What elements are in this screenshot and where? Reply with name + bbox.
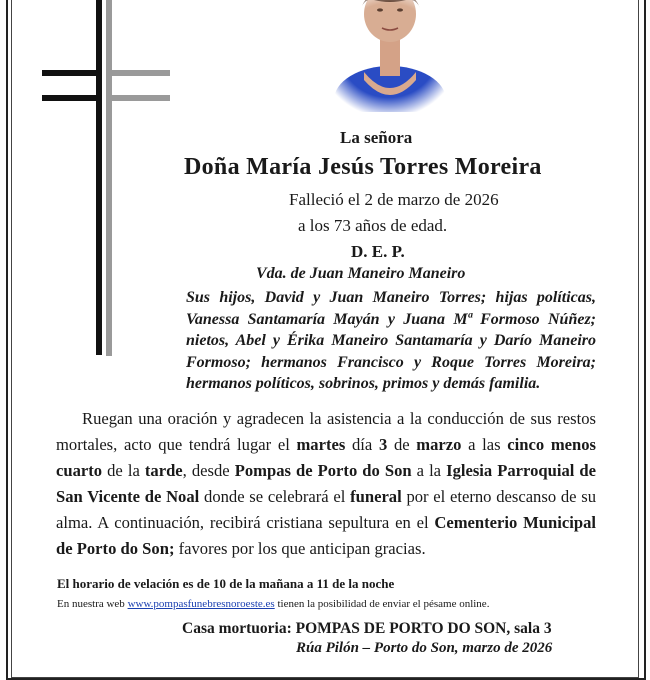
website-link[interactable]: www.pompasfunebresnoroeste.es	[127, 598, 275, 610]
family-paragraph: Sus hijos, David y Juan Maneiro Torres; hijas políticas, Vanessa Santamaría Mayán y Juana Mª Formoso Núñez; nietos, Abel y Érika Maneiro Santamaría y Darío Maneiro Formoso; hermanos Francisco y Roque Torres Moreira; hermanos políticos, sobrinos, primos y demás familia.	[186, 289, 596, 392]
intro-text: La señora	[340, 128, 413, 147]
vigil-hours: El horario de velación es de 10 de la mañana a 11 de la noche	[57, 576, 395, 591]
age-text: a los 73 años de edad.	[298, 216, 448, 235]
portrait-photo	[330, 0, 448, 112]
web-condolence-line: En nuestra web www.pompasfunebresnoroeste.es tienen la posibilidad de enviar el pésame online.	[57, 598, 490, 610]
funeral-home: Casa mortuoria: POMPAS DE PORTO DO SON, sala 3	[182, 620, 552, 637]
cross-icon	[38, 0, 178, 370]
ceremony-notice: Ruegan una oración y agradecen la asistencia a la conducción de sus restos mortales, acto que tendrá lugar el martes día 3 de marzo a las cinco menos cuarto de la tarde, desde Pompas de Porto do Son a la Iglesia Parroquial de San Vicente de Noal donde se celebrará el funeral por el eterno descanso de su alma. A continuación, recibirá cristiana sepultura en el Cementerio Municipal de Porto do Son; favores por los que anticipan gracias.	[56, 409, 597, 558]
place-date: Rúa Pilón – Porto do Son, marzo de 2026	[296, 640, 553, 656]
rip-text: D. E. P.	[351, 242, 405, 261]
death-date: Falleció el 2 de marzo de 2026	[289, 190, 499, 209]
deceased-name: Doña María Jesús Torres Moreira	[184, 154, 542, 180]
widow-of-text: Vda. de Juan Maneiro Maneiro	[256, 265, 466, 282]
